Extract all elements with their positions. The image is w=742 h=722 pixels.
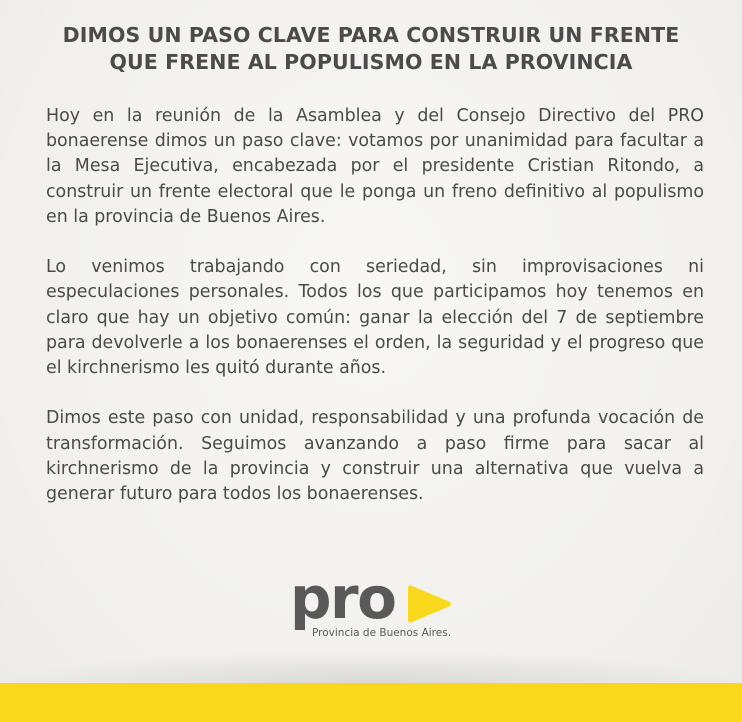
logo-subtitle: Provincia de Buenos Aires.	[312, 627, 452, 639]
pro-logo	[290, 564, 470, 648]
logo-wordmark: pro	[290, 564, 396, 632]
footer-yellow-bar	[0, 683, 742, 722]
paragraph-2: Lo venimos trabajando con seriedad, sin improvisaciones ni especulaciones personales. Todos los que participamos hoy tenemos en claro que hay un objetivo común: ganar la elección del 7 de septiembre para devolverle a los bonaerenses el orden, la seguridad y el progreso que el kirchnerismo les quitó durante años.	[46, 257, 704, 379]
page-title	[40, 22, 702, 76]
play-triangle-icon	[406, 582, 454, 626]
title-line-2: QUE FRENE AL POPULISMO EN LA PROVINCIA	[109, 50, 633, 74]
title-line-1: DIMOS UN PASO CLAVE PARA CONSTRUIR UN FRENTE	[62, 23, 680, 47]
footer-shadow	[0, 650, 742, 684]
paragraph-1: Hoy en la reunión de la Asamblea y del Consejo Directivo del PRO bonaerense dimos un paso clave: votamos por unanimidad para facultar a la Mesa Ejecutiva, encabezada por el presidente Cristian Ritondo, a construir un frente electoral que le ponga un freno definitivo al populismo en la provincia de Buenos Aires.	[46, 106, 704, 227]
paragraph-3: Dimos este paso con unidad, responsabilidad y una profunda vocación de transformación. Seguimos avanzando a paso firme para sacar al kirchnerismo de la provincia y construir una alternativa que vuelva a generar futuro para todos los bonaerenses.	[46, 408, 704, 505]
statement-body	[46, 104, 704, 532]
